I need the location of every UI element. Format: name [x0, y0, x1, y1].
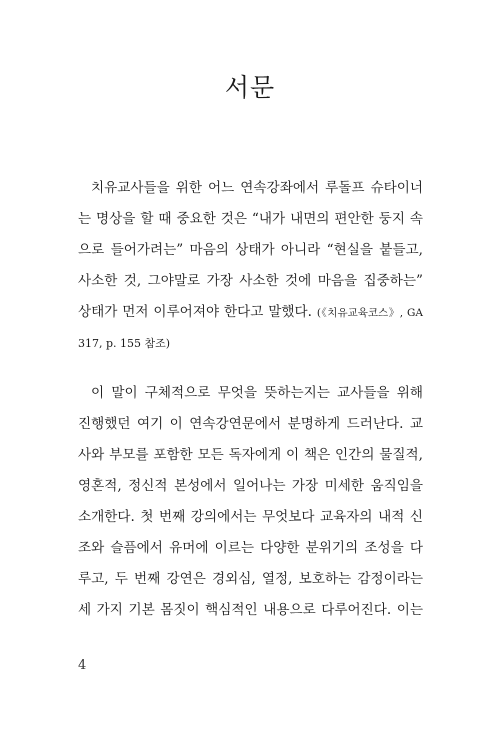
- page-number: 4: [78, 658, 87, 673]
- page-title: 서문: [224, 73, 276, 102]
- text-line: 루고, 두 번째 강연은 경외심, 열정, 보호하는 감정이라는: [78, 571, 423, 587]
- text-line: 세 가지 기본 몸짓이 핵심적인 내용으로 다루어진다. 이는: [78, 602, 423, 618]
- text-line: 조와 슬픔에서 유머에 이르는 다양한 분위기의 조성을 다: [78, 540, 423, 556]
- text-line-with-reference: [78, 297, 423, 328]
- text-line: 이 말이 구체적으로 무엇을 뜻하는지는 교사들을 위해: [91, 385, 423, 401]
- text-segment: 상태가 먼저 이루어져야 한다고 말했다.: [78, 304, 312, 320]
- text-line: 사소한 것, 그야말로 가장 사소한 것에 마음을 집중하는”: [78, 273, 423, 289]
- paragraph-1: [78, 173, 423, 359]
- text-line: 으로 들어가려는” 마음의 상태가 아니라 “현실을 붙들고,: [78, 242, 423, 258]
- text-line: 영혼적, 정신적 본성에서 일어나는 가장 미세한 움직임을: [78, 478, 423, 494]
- text-line: 는 명상을 할 때 중요한 것은 “내가 내면의 편안한 둥지 속: [78, 211, 423, 227]
- citation: (《치유교육코스》, GA: [316, 307, 423, 319]
- citation-line: 317, p. 155 참조): [78, 337, 171, 350]
- text-line: 소개한다. 첫 번째 강의에서는 무엇보다 교육자의 내적 신: [78, 509, 423, 525]
- paragraph-2: [78, 378, 423, 626]
- text-line: 치유교사들을 위한 어느 연속강좌에서 루돌프 슈타이너: [91, 180, 423, 196]
- text-line: 진행했던 여기 이 연속강연문에서 분명하게 드러난다. 교: [78, 416, 423, 432]
- text-line: 사와 부모를 포함한 모든 독자에게 이 책은 인간의 물질적,: [78, 447, 423, 463]
